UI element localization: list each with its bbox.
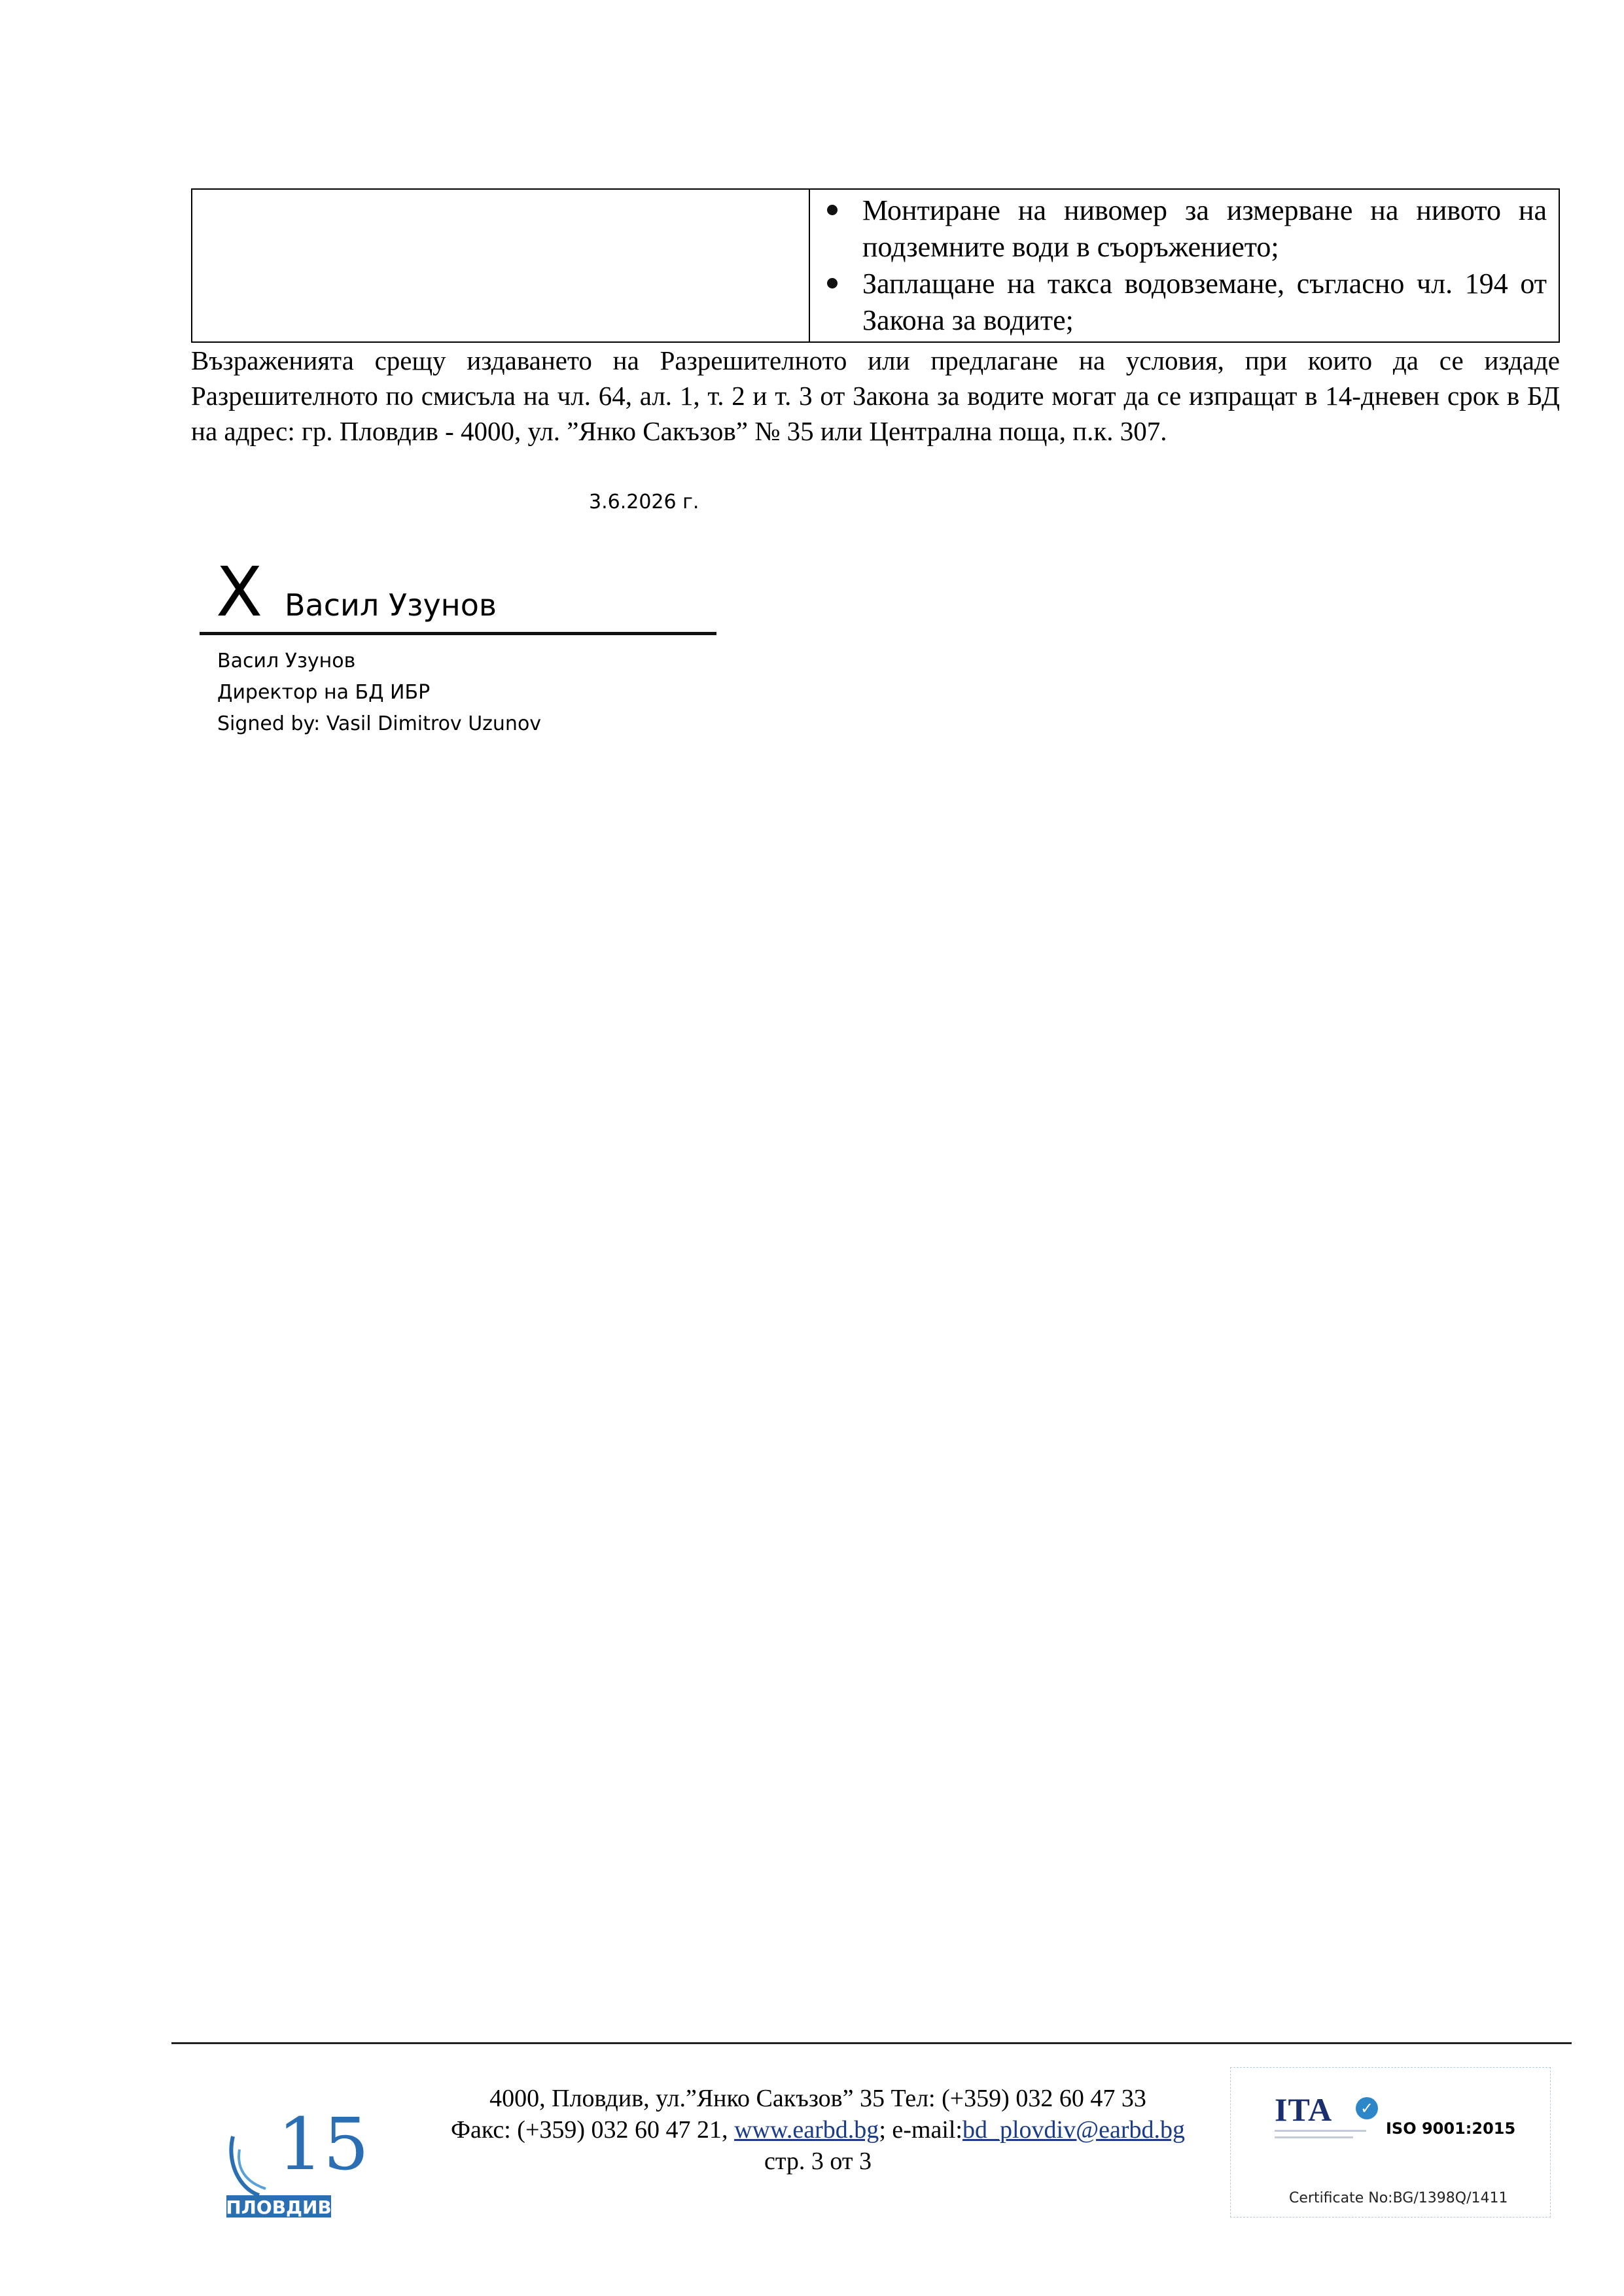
logo-subtext-line bbox=[1275, 2130, 1366, 2132]
ita-logo: ITA bbox=[1275, 2091, 1333, 2128]
logo-subtext-line bbox=[1275, 2136, 1353, 2138]
list-item bbox=[862, 192, 1547, 266]
bullet-icon bbox=[827, 278, 838, 288]
email-link[interactable]: bd_plovdiv@earbd.bg bbox=[962, 2116, 1185, 2144]
signature-mark: X bbox=[216, 552, 263, 632]
footer-contacts bbox=[366, 2114, 1269, 2146]
iso-standard: ISO 9001:2015 bbox=[1386, 2119, 1516, 2138]
signature-line bbox=[200, 632, 716, 635]
website-link[interactable]: www.earbd.bg bbox=[734, 2116, 879, 2144]
basin-logo-icon bbox=[220, 2091, 369, 2221]
signature-date: 3.6.2026 г. bbox=[589, 491, 699, 513]
condition-text: Монтиране на нивомер за измерване на нивото на подземните води в съоръжението; bbox=[862, 194, 1547, 263]
table-cell-right bbox=[810, 190, 1559, 341]
signed-by: Signed by: Vasil Dimitrov Uzunov bbox=[217, 712, 542, 735]
signature-display-name: Васил Узунов bbox=[285, 587, 497, 623]
conditions-list bbox=[862, 192, 1547, 339]
condition-text: Заплащане на такса водовземане, съгласно чл. 194 от Закона за водите; bbox=[862, 268, 1547, 336]
table-cell-left bbox=[192, 190, 810, 341]
conditions-table bbox=[191, 188, 1560, 343]
page-number: стр. 3 от 3 bbox=[764, 2148, 872, 2175]
list-item bbox=[862, 266, 1547, 339]
footer-address: 4000, Пловдив, ул.”Янко Сакъзов” 35 Тел: (+359) 032 60 47 33 bbox=[489, 2085, 1146, 2112]
signer-name: Васил Узунов bbox=[217, 650, 356, 672]
signer-role: Директор на БД ИБР bbox=[217, 681, 431, 704]
bullet-icon bbox=[827, 205, 838, 215]
objection-paragraph: Възраженията срещу издаването на Разрешителното или предлагане на условия, при които да се издаде Разрешителното по смисъла на чл. 64, ал. 1, т. 2 и т. 3 от Закона за водите могат да се изпращат в 14-дневен срок в БД на адрес: гр. Пловдив - 4000, ул. ”Янко Сакъзов” № 35 или Централна поща, п.к. 307. bbox=[191, 345, 1560, 446]
footer-fax: Факс: (+359) 032 60 47 21, bbox=[450, 2116, 735, 2144]
footer-email-label: ; e-mail: bbox=[879, 2116, 962, 2144]
logo-text: ПЛОВДИВ bbox=[226, 2197, 332, 2218]
footer-divider bbox=[171, 2042, 1572, 2044]
certificate-number: Certificate No:BG/1398Q/1411 bbox=[1289, 2190, 1508, 2206]
logo-number: 15 bbox=[277, 2102, 369, 2186]
check-icon: ✓ bbox=[1356, 2097, 1378, 2119]
